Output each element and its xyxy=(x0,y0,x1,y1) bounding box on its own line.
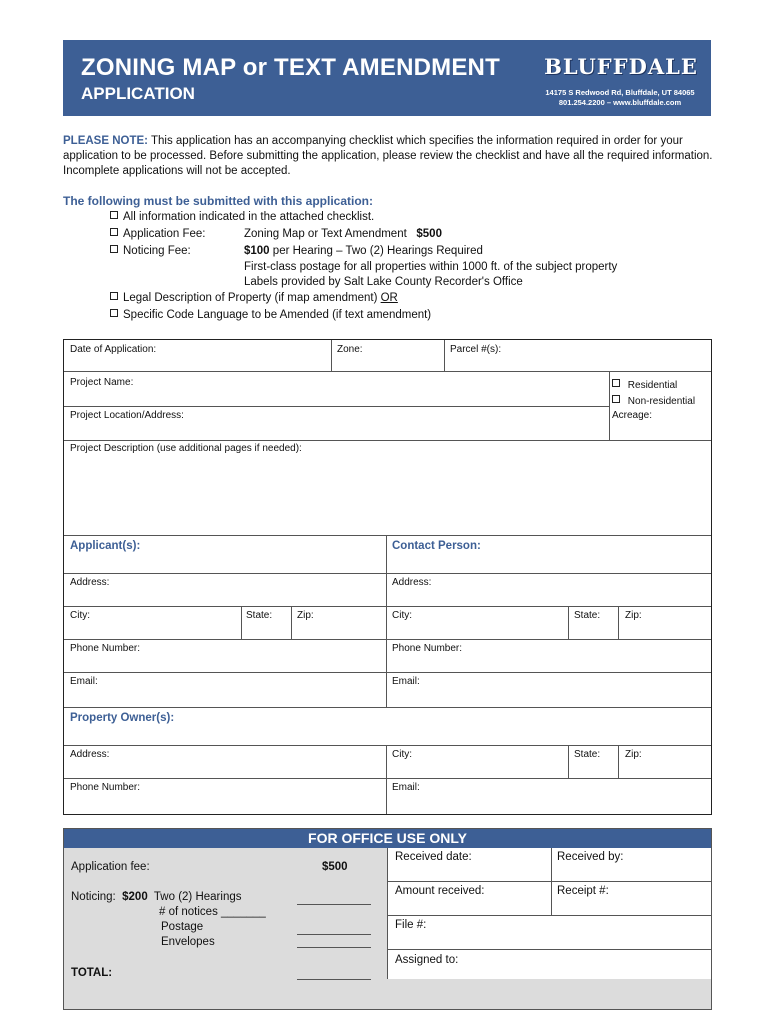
non-residential-checkbox[interactable]: Non-residential xyxy=(612,395,695,407)
requirement-app-fee-value: Zoning Map or Text Amendment $500 xyxy=(244,228,442,240)
owner-email-field[interactable]: Email: xyxy=(392,782,420,793)
applicant-state-field[interactable]: State: xyxy=(246,610,273,621)
assigned-to-field[interactable]: Assigned to: xyxy=(395,954,459,966)
office-use-title: FOR OFFICE USE ONLY xyxy=(64,829,711,848)
contact-address-field[interactable]: Address: xyxy=(392,577,432,588)
note-label: PLEASE NOTE: xyxy=(63,135,148,147)
city-address: 14175 S Redwood Rd, Bluffdale, UT 84065 xyxy=(545,88,695,97)
received-by-field[interactable]: Received by: xyxy=(557,851,624,863)
applicant-email-field[interactable]: Email: xyxy=(70,676,98,687)
checkbox-icon xyxy=(612,379,620,387)
requirement-noticing-value: $100 per Hearing – Two (2) Hearings Required xyxy=(244,245,483,257)
owner-phone-field[interactable]: Phone Number: xyxy=(70,782,141,793)
requirement-noticing-postage: First-class postage for all properties within 1000 ft. of the subject property xyxy=(244,261,618,273)
contact-phone-field[interactable]: Phone Number: xyxy=(392,643,463,654)
owner-address-field[interactable]: Address: xyxy=(70,749,110,760)
requirement-app-fee: Application Fee: xyxy=(110,228,205,240)
application-form xyxy=(63,339,712,815)
applicant-address-field[interactable]: Address: xyxy=(70,577,110,588)
checkbox-icon xyxy=(110,245,118,253)
requirements-title: The following must be submitted with this application: xyxy=(63,194,373,208)
owner-state-field[interactable]: State: xyxy=(574,749,601,760)
requirement-code-language: Specific Code Language to be Amended (if text amendment) xyxy=(110,309,431,321)
date-of-application-field[interactable]: Date of Application: xyxy=(70,344,157,355)
project-description-field[interactable]: Project Description (use additional pages if needed): xyxy=(70,443,302,454)
applicant-zip-field[interactable]: Zip: xyxy=(297,610,314,621)
office-num-notices: # of notices _______ xyxy=(159,906,266,918)
office-use-section xyxy=(63,828,712,1010)
office-app-fee-amount: $500 xyxy=(322,861,348,873)
contact-zip-field[interactable]: Zip: xyxy=(625,610,642,621)
contact-state-field[interactable]: State: xyxy=(574,610,601,621)
checkbox-icon xyxy=(110,292,118,300)
owner-zip-field[interactable]: Zip: xyxy=(625,749,642,760)
checkbox-icon xyxy=(110,211,118,219)
applicant-city-field[interactable]: City: xyxy=(70,610,90,621)
requirement-checklist: All information indicated in the attached checklist. xyxy=(110,211,374,223)
contact-city-field[interactable]: City: xyxy=(392,610,412,621)
zone-field[interactable]: Zone: xyxy=(337,344,363,355)
office-app-fee-label: Application fee: xyxy=(71,861,150,873)
checkbox-icon xyxy=(110,228,118,236)
office-right-panel xyxy=(387,848,711,979)
bluffdale-logo: BLUFFDALE xyxy=(544,54,698,79)
requirement-legal-description: Legal Description of Property (if map amendment) OR xyxy=(110,292,398,304)
contact-email-field[interactable]: Email: xyxy=(392,676,420,687)
applicant-phone-field[interactable]: Phone Number: xyxy=(70,643,141,654)
header-banner xyxy=(63,40,711,116)
requirement-noticing-labels: Labels provided by Salt Lake County Recorder's Office xyxy=(244,276,523,288)
acreage-field[interactable]: Acreage: xyxy=(612,410,653,421)
project-name-field[interactable]: Project Name: xyxy=(70,377,134,388)
page-title: ZONING MAP or TEXT AMENDMENT xyxy=(81,54,500,81)
owner-city-field[interactable]: City: xyxy=(392,749,412,760)
page-subtitle: APPLICATION xyxy=(81,84,195,103)
office-total: TOTAL: xyxy=(71,967,113,979)
residential-checkbox[interactable]: Residential xyxy=(612,379,677,391)
amount-received-field[interactable]: Amount received: xyxy=(395,885,485,897)
applicants-heading: Applicant(s): xyxy=(70,540,141,552)
checkbox-icon xyxy=(612,395,620,403)
office-postage: Postage xyxy=(161,921,204,933)
file-number-field[interactable]: File #: xyxy=(395,919,427,931)
please-note xyxy=(63,134,713,179)
checkbox-icon xyxy=(110,309,118,317)
received-date-field[interactable]: Received date: xyxy=(395,851,472,863)
note-text: This application has an accompanying checklist which specifies the information required in order for your application to be processed. Before submitting the application, please review the checklist and have all the required information. Incomplete applications will not be accepted. xyxy=(63,135,713,177)
office-envelopes: Envelopes xyxy=(161,936,215,948)
city-contact: 801.254.2200 – www.bluffdale.com xyxy=(558,98,682,107)
requirement-noticing-fee: Noticing Fee: xyxy=(110,245,191,257)
project-location-field[interactable]: Project Location/Address: xyxy=(70,410,184,421)
office-noticing: Noticing: $200 Two (2) Hearings xyxy=(71,891,242,903)
receipt-field[interactable]: Receipt #: xyxy=(557,885,609,897)
parcel-field[interactable]: Parcel #(s): xyxy=(450,344,502,355)
property-owners-heading: Property Owner(s): xyxy=(70,712,175,724)
contact-person-heading: Contact Person: xyxy=(392,540,481,552)
